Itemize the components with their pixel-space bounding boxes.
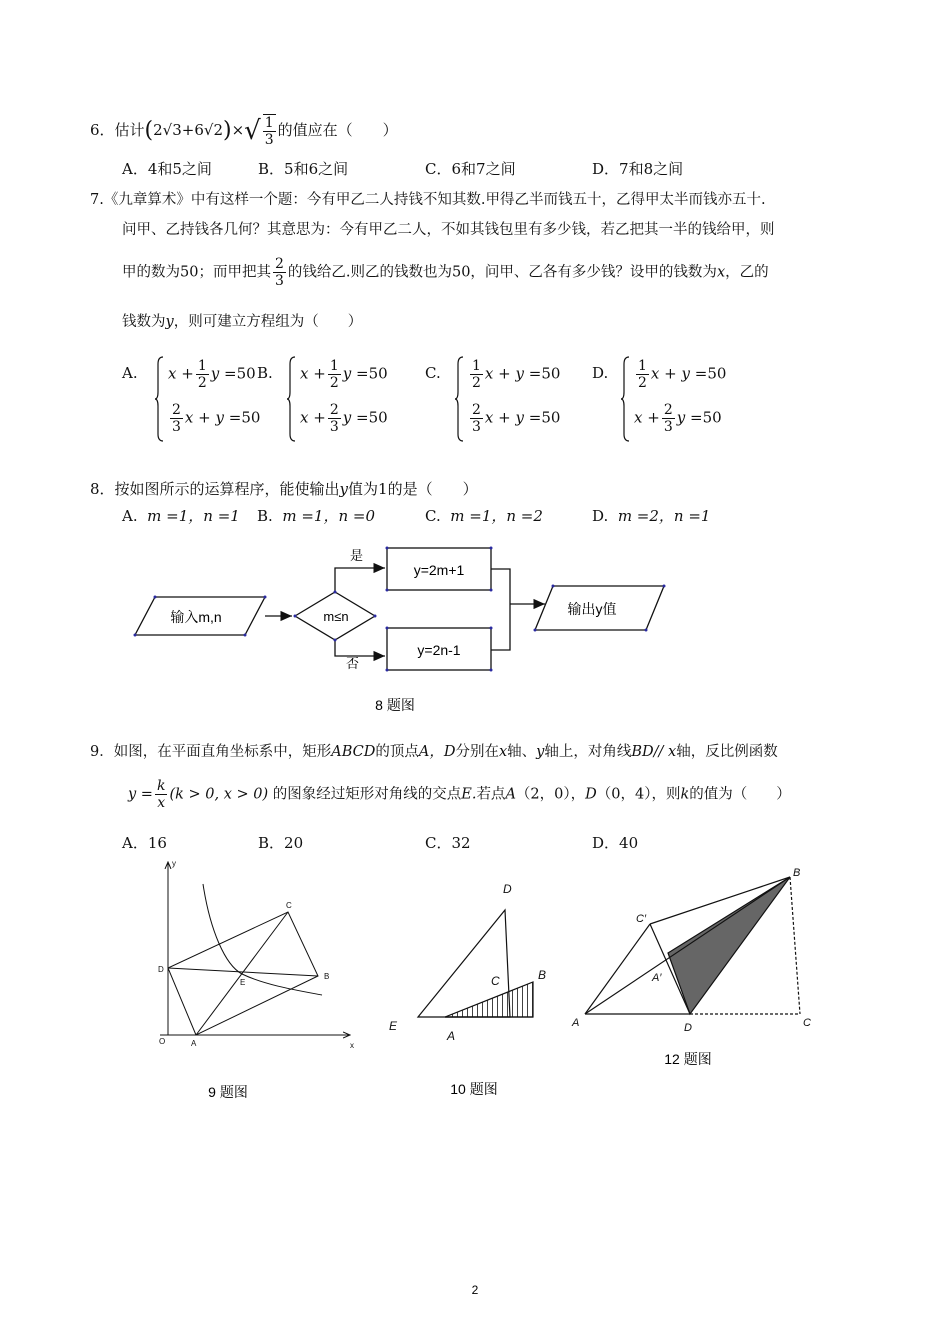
q9-var-k: k [680,786,690,803]
q9-rect-name: ABCD [331,744,376,760]
equals-50: =50 [694,364,727,383]
var-y: y [342,364,352,383]
q7-frac-num: 2 [274,256,284,272]
flow-box2-label: y=2n-1 [417,642,461,658]
q7-frac-den: 3 [274,273,284,289]
option-label: B. [257,507,273,525]
frac-den: 2 [472,375,481,391]
q6-times: × [231,121,245,139]
equals-50: =50 [228,408,261,427]
q9-func-y: y = [128,786,153,803]
q6-prefix: 6．估计 [90,121,145,139]
frac-num: 2 [172,402,181,418]
q9-diagonal: BD// x [631,744,677,760]
q9-vertices: A，D [418,744,456,760]
option-label: A. [122,507,138,525]
equals-50: =50 [528,364,561,383]
fig9-label-b: B [324,972,330,981]
var-y: y [215,408,225,427]
q9-text: 若点 [476,786,506,803]
var-y: y [676,408,686,427]
fig12-label-c: C [803,1017,811,1029]
q7-var-y: y [165,314,174,330]
q9-text: 的值为（ ） [689,786,791,803]
fig12-label-a-prime: A′ [652,972,662,984]
page-number: 2 [471,1283,479,1297]
q9-text: 轴上，对角线 [544,744,632,760]
var-x: x [484,408,494,427]
frac-den: x [157,795,166,811]
q9-point-e: E. [461,786,477,803]
fig9-label-e: E [240,978,246,987]
flow-condition-label: m≤n [323,609,349,624]
frac-num: 2 [329,402,339,418]
var-x: x [650,364,660,383]
q6-option-b[interactable]: B．5和6之间 [258,160,349,178]
q6-option-c[interactable]: C．6和7之间 [425,160,516,178]
q6-paren-left: ( [144,118,154,143]
fig10-label-e: E [389,1019,398,1033]
q7-option-a-label[interactable]: A. [122,364,138,382]
frac-den: 3 [329,419,339,435]
frac-den: 2 [197,375,207,391]
fig12-label-d: D [684,1022,692,1034]
plus-sign: + [664,364,677,383]
q7-line4-part-b: ，则可建立方程组为（ ） [173,314,363,330]
q6-sqrt-sign: √ [244,116,261,146]
frac-num: 1 [472,358,481,374]
figure-10-labels [389,882,546,1043]
q6-suffix: 的值应在（ ） [277,121,398,139]
flow-output-label: 输出y值 [567,601,617,617]
q9-option-a[interactable]: A．16 [122,834,167,852]
fig9-label-o: O [159,1037,166,1046]
q6-option-a[interactable]: A．4和5之间 [122,160,212,178]
fig9-label-c: C [286,901,292,910]
fig12-caption: 12 题图 [664,1051,712,1067]
frac-den: 3 [663,419,673,435]
var-x: x [634,408,643,427]
equals-50: =50 [690,408,722,427]
fig12-label-a: A [572,1017,580,1029]
fig9-label-x: x [350,1041,354,1050]
q7-option-d-label[interactable]: D. [592,364,609,382]
q6-paren-right: ) [223,118,232,143]
frac-den: 3 [472,419,481,435]
frac-den: 3 [172,419,181,435]
fig12-label-c-prime: C′ [636,913,647,925]
figure-10 [418,910,533,1017]
var-x: x [484,364,494,383]
fig9-label-a: A [191,1039,197,1048]
q8-figure-caption: 8 题图 [375,697,415,713]
plus-sign: + [313,408,326,427]
frac-den: 2 [638,375,647,391]
frac-num: 1 [329,358,339,374]
var-y: y [515,364,525,383]
q7-line2: 问甲、乙持钱各几何？其意思为：今有甲乙二人，不如其钱包里有多少钱，若乙把其一半的钱给甲，则 [122,222,775,238]
plus-sign: + [198,408,211,427]
q9-text: 的顶点 [375,744,419,760]
plus-sign: + [181,364,194,383]
plus-sign: + [498,364,511,383]
option-label: D. [592,507,609,525]
option-text: m =1，n =0 [282,507,375,525]
frac-num: 2 [663,402,673,418]
q7-line3-part-c: ，乙的 [725,264,769,281]
q9-text: 分别在 [455,744,499,760]
q9-option-d[interactable]: D．40 [592,834,639,852]
var-x: x [300,408,309,427]
q9-text: （0，4），则 [596,786,681,803]
fig10-label-d: D [503,882,512,896]
q8-var-y: y [339,480,349,498]
figure-12 [585,877,800,1014]
frac-num: k [156,778,166,794]
flow-input-label: 输入m,n [170,609,222,625]
q9-point-a: A [505,786,516,803]
frac-num: 1 [638,358,647,374]
q9-text: 9．如图，在平面直角坐标系中，矩形 [90,744,332,760]
var-x: x [300,364,309,383]
frac-den: 2 [329,375,339,391]
var-y: y [515,408,525,427]
q7-var-x: x [716,264,726,281]
var-y: y [342,408,352,427]
fig10-label-c: C [491,974,500,988]
flow-box1-label: y=2m+1 [413,562,465,578]
q6-frac-num: 1 [264,115,274,131]
fig9-caption: 9 题图 [208,1084,248,1100]
q9-point-d: D [585,786,597,803]
q9-text: 的图象经过矩形对角线的交点 [272,786,462,803]
q7-line3-part-b: 的钱给乙.则乙的钱数也为50，问甲、乙各有多少钱？设甲的钱数为 [287,264,717,281]
var-x: x [184,408,194,427]
q8-stem-part-a: 8．按如图所示的运算程序，能使输出 [90,480,340,498]
fig10-label-b: B [538,968,547,982]
q9-text: 轴、 [507,744,537,760]
q7-line4-part-a: 钱数为 [122,314,166,330]
q9-var-y: y [536,744,545,760]
fig9-label-d: D [158,965,164,974]
fig12-label-b: B [793,867,801,879]
var-y: y [210,364,220,383]
frac-num: 2 [472,402,481,418]
flow-no-label: 否 [346,656,360,671]
q9-option-c[interactable]: C．32 [425,834,471,852]
q7-line3-part-a: 甲的数为50；而甲把其 [122,264,271,281]
q9-text: 轴，反比例函数 [676,744,778,760]
option-text: m =2，n =1 [617,507,711,525]
var-y: y [681,364,691,383]
q6-expression: 2√3+6√2 [153,121,223,139]
fig10-label-a: A [447,1029,456,1043]
equals-50: =50 [528,408,561,427]
q7-line1: 7.《九章算术》中有这样一个题：今有甲乙二人持钱不知其数.甲得乙半而钱五十，乙得甲太半而钱亦五十. [90,192,766,208]
plus-sign: + [498,408,511,427]
option-text: m =1，n =1 [147,507,240,525]
q9-func-condition: (k > 0, x > 0) [169,786,269,803]
q6-frac-den: 3 [264,132,274,148]
plus-sign: + [313,364,326,383]
q8-stem-part-b: 值为1的是（ ） [348,480,478,498]
equals-50: =50 [356,364,388,383]
frac-num: 1 [197,358,207,374]
q6-option-d[interactable]: D．7和8之间 [592,160,684,178]
equals-50: =50 [224,364,256,383]
q9-option-b[interactable]: B．20 [258,834,304,852]
q9-var-x: x [498,744,508,760]
q9-text: （2，0）， [515,786,586,803]
fig10-caption: 10 题图 [450,1081,498,1097]
flow-yes-label: 是 [350,548,364,563]
q7-option-b-label[interactable]: B. [257,364,273,382]
fig9-label-y: y [172,859,176,868]
var-x: x [168,364,177,383]
plus-sign: + [647,408,660,427]
q7-option-c-label[interactable]: C. [425,364,441,382]
figure-9 [160,862,350,1035]
equals-50: =50 [356,408,388,427]
option-text: m =1，n =2 [450,507,543,525]
option-label: C. [425,507,441,525]
